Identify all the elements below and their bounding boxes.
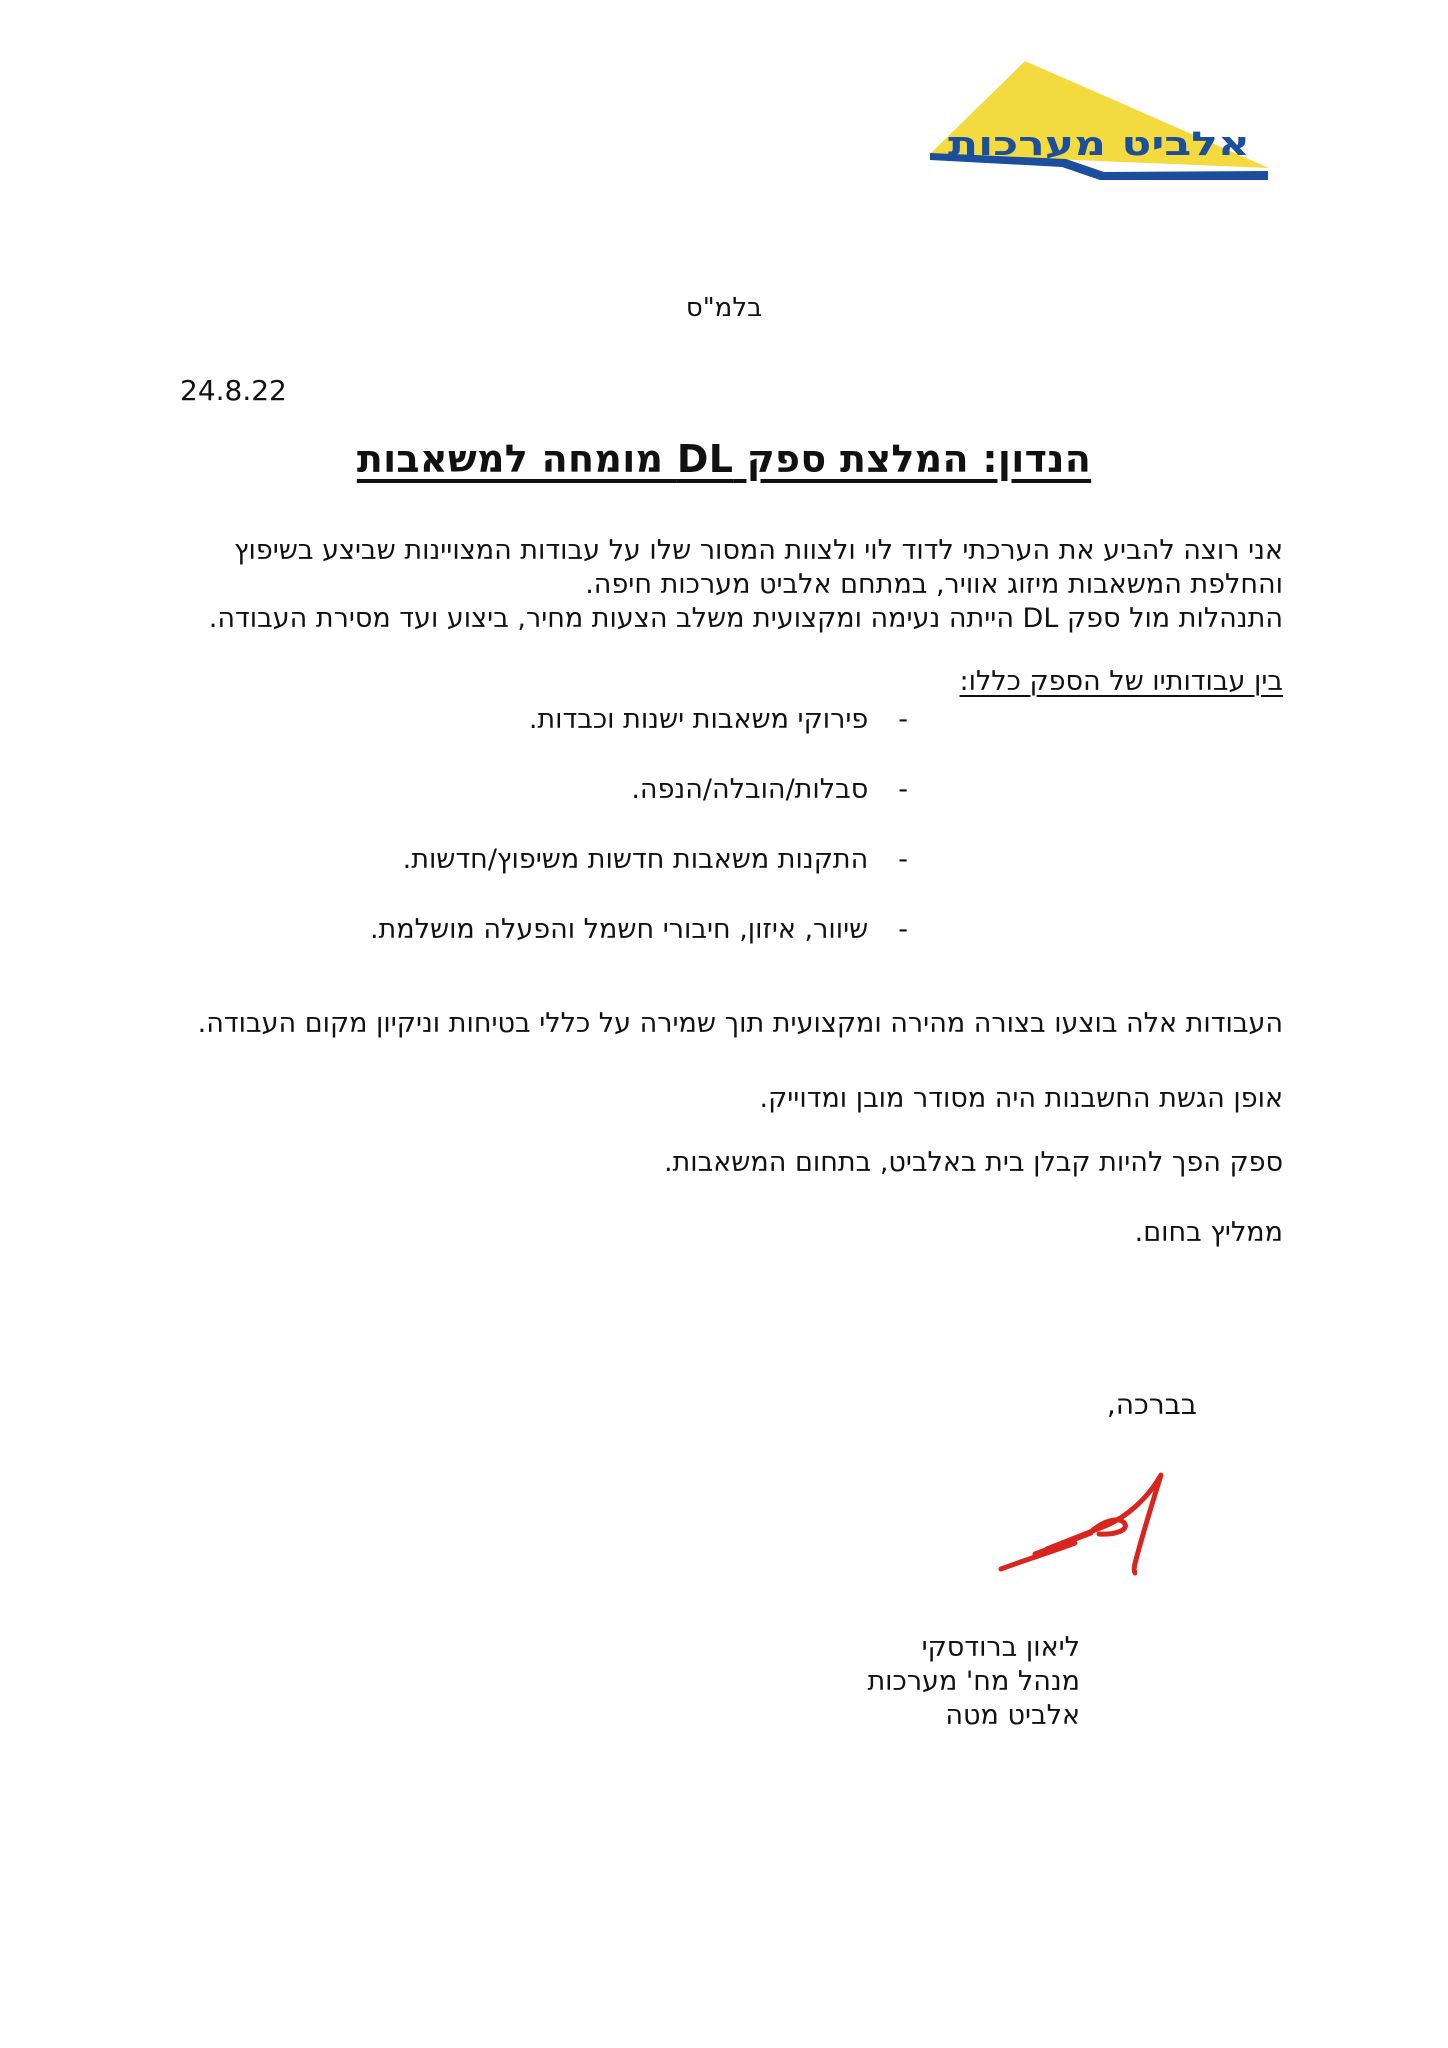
intro-line: התנהלות מול ספק DL הייתה נעימה ומקצועית משלב הצעות מחיר, ביצוע ועד מסירת העבודה.: [208, 603, 1283, 634]
works-list-header: בין עבודותיו של הספק כללו:: [959, 666, 1283, 697]
handwritten-signature-icon: [993, 1468, 1175, 1582]
list-item: [370, 914, 908, 945]
list-item-text: התקנות משאבות חדשות משיפוץ/חדשות.: [402, 844, 869, 875]
intro-line: אני רוצה להביע את הערכתי לדוד לוי ולצוות המסור שלו על עבודות המצויינות שביצע בשיפוץ: [233, 535, 1283, 566]
dash-bullet-icon: -: [898, 844, 908, 875]
body-paragraph: העבודות אלה בוצעו בצורה מהירה ומקצועית תוך שמירה על כללי בטיחות וניקיון מקום העבודה.: [197, 1008, 1283, 1039]
logo-text: אלביט מערכות: [948, 124, 1250, 163]
signer-block: [867, 1631, 1080, 1733]
signer-unit: אלביט מטה: [945, 1700, 1080, 1731]
list-item: [631, 774, 908, 805]
letter-date: 24.8.22: [180, 374, 287, 407]
list-item: [403, 844, 908, 875]
list-item-text: סבלות/הובלה/הנפה.: [631, 774, 869, 805]
elbit-logo-icon: [928, 58, 1270, 186]
list-item: [529, 704, 908, 735]
dash-bullet-icon: -: [898, 914, 908, 945]
signature-strokes: [1001, 1475, 1161, 1573]
body-paragraph: אופן הגשת החשבנות היה מסודר מובן ומדוייק.: [759, 1083, 1283, 1114]
signer-role: מנהל מח' מערכות: [867, 1666, 1080, 1697]
body-paragraph: ספק הפך להיות קבלן בית באלביט, בתחום המשאבות.: [663, 1147, 1283, 1178]
elbit-systems-logo: [928, 58, 1270, 186]
intro-line: והחלפת המשאבות מיזוג אוויר, במתחם אלביט מערכות חיפה.: [585, 569, 1283, 600]
subject-title: הנדון: המלצת ספק DL מומחה למשאבות: [356, 437, 1092, 481]
list-item-text: שיוור, איזון, חיבורי חשמל והפעלה מושלמת.: [369, 914, 869, 945]
closing-salutation: בברכה,: [1106, 1388, 1197, 1421]
dash-bullet-icon: -: [898, 704, 908, 735]
classification-marking: בלמ"ס: [685, 293, 763, 323]
body-paragraph: ממליץ בחום.: [1134, 1217, 1283, 1248]
dash-bullet-icon: -: [898, 774, 908, 805]
list-item-text: פירוקי משאבות ישנות וכבדות.: [528, 704, 869, 735]
signer-name: ליאון ברודסקי: [921, 1632, 1080, 1663]
